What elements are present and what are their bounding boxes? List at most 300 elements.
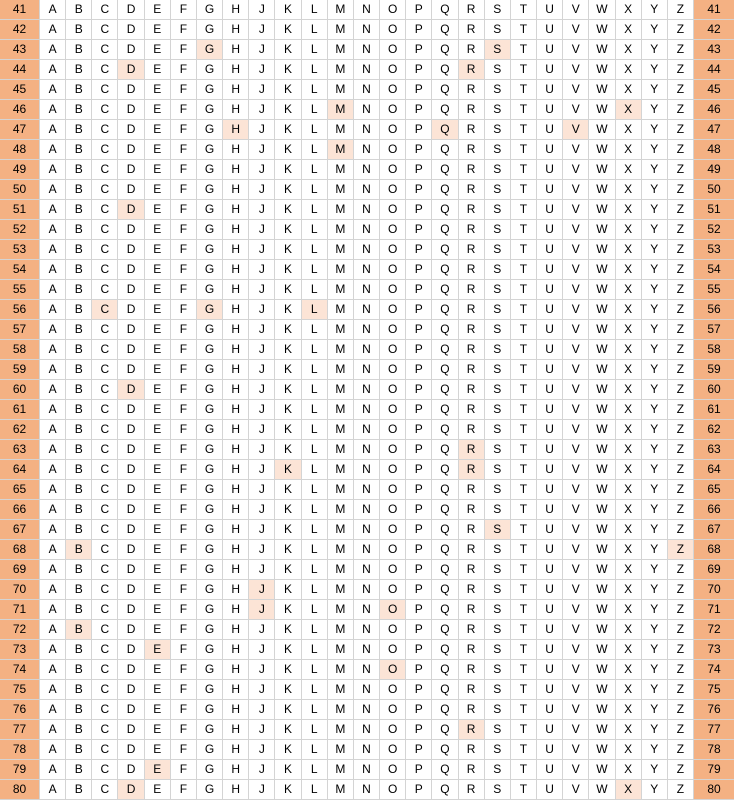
cell-t[interactable]: T	[511, 340, 537, 359]
cell-a[interactable]: A	[40, 680, 66, 699]
cell-o[interactable]: O	[380, 760, 406, 779]
cell-n[interactable]: N	[354, 240, 380, 259]
cell-u[interactable]: U	[537, 300, 563, 319]
cell-v[interactable]: V	[563, 180, 589, 199]
cell-h[interactable]: H	[223, 580, 249, 599]
cell-v[interactable]: V	[563, 500, 589, 519]
cell-u[interactable]: U	[537, 180, 563, 199]
cell-u[interactable]: U	[537, 260, 563, 279]
cell-j[interactable]: J	[249, 720, 275, 739]
row-number-left[interactable]: 67	[0, 520, 40, 539]
cell-w[interactable]: W	[589, 560, 615, 579]
cell-g[interactable]: G	[197, 120, 223, 139]
cell-x[interactable]: X	[616, 60, 642, 79]
cell-r[interactable]: R	[459, 320, 485, 339]
cell-a[interactable]: A	[40, 420, 66, 439]
cell-q[interactable]: Q	[432, 640, 458, 659]
cell-p[interactable]: P	[406, 340, 432, 359]
cell-f[interactable]: F	[171, 460, 197, 479]
cell-z[interactable]: Z	[668, 540, 694, 559]
cell-a[interactable]: A	[40, 560, 66, 579]
cell-l[interactable]: L	[302, 460, 328, 479]
cell-b[interactable]: B	[66, 400, 92, 419]
cell-x[interactable]: X	[616, 140, 642, 159]
row-number-left[interactable]: 52	[0, 220, 40, 239]
cell-x[interactable]: X	[616, 240, 642, 259]
row-number-left[interactable]: 79	[0, 760, 40, 779]
cell-b[interactable]: B	[66, 700, 92, 719]
cell-q[interactable]: Q	[432, 260, 458, 279]
cell-j[interactable]: J	[249, 780, 275, 799]
cell-k[interactable]: K	[275, 20, 301, 39]
cell-y[interactable]: Y	[642, 600, 668, 619]
cell-g[interactable]: G	[197, 60, 223, 79]
cell-y[interactable]: Y	[642, 120, 668, 139]
row-number-left[interactable]: 78	[0, 740, 40, 759]
cell-y[interactable]: Y	[642, 380, 668, 399]
cell-w[interactable]: W	[589, 520, 615, 539]
cell-d[interactable]: D	[118, 160, 144, 179]
cell-b[interactable]: B	[66, 540, 92, 559]
row-number-right[interactable]: 80	[694, 780, 734, 799]
cell-g[interactable]: G	[197, 420, 223, 439]
cell-x[interactable]: X	[616, 620, 642, 639]
row-number-right[interactable]: 57	[694, 320, 734, 339]
cell-t[interactable]: T	[511, 500, 537, 519]
cell-v[interactable]: V	[563, 460, 589, 479]
cell-h[interactable]: H	[223, 560, 249, 579]
cell-w[interactable]: W	[589, 200, 615, 219]
cell-v[interactable]: V	[563, 200, 589, 219]
cell-u[interactable]: U	[537, 240, 563, 259]
cell-z[interactable]: Z	[668, 140, 694, 159]
cell-w[interactable]: W	[589, 400, 615, 419]
cell-e[interactable]: E	[145, 740, 171, 759]
cell-s[interactable]: S	[485, 380, 511, 399]
cell-j[interactable]: J	[249, 100, 275, 119]
cell-k[interactable]: K	[275, 480, 301, 499]
cell-x[interactable]: X	[616, 220, 642, 239]
cell-h[interactable]: H	[223, 160, 249, 179]
cell-p[interactable]: P	[406, 0, 432, 19]
cell-h[interactable]: H	[223, 520, 249, 539]
cell-q[interactable]: Q	[432, 0, 458, 19]
cell-b[interactable]: B	[66, 480, 92, 499]
cell-c[interactable]: C	[92, 200, 118, 219]
cell-g[interactable]: G	[197, 600, 223, 619]
cell-j[interactable]: J	[249, 640, 275, 659]
cell-y[interactable]: Y	[642, 720, 668, 739]
cell-z[interactable]: Z	[668, 480, 694, 499]
row-number-left[interactable]: 62	[0, 420, 40, 439]
row-number-right[interactable]: 78	[694, 740, 734, 759]
cell-s[interactable]: S	[485, 460, 511, 479]
cell-y[interactable]: Y	[642, 60, 668, 79]
row-number-left[interactable]: 42	[0, 20, 40, 39]
cell-a[interactable]: A	[40, 720, 66, 739]
cell-n[interactable]: N	[354, 220, 380, 239]
cell-l[interactable]: L	[302, 40, 328, 59]
cell-q[interactable]: Q	[432, 520, 458, 539]
cell-m[interactable]: M	[328, 0, 354, 19]
cell-s[interactable]: S	[485, 200, 511, 219]
cell-j[interactable]: J	[249, 240, 275, 259]
row-number-right[interactable]: 65	[694, 480, 734, 499]
cell-z[interactable]: Z	[668, 640, 694, 659]
cell-h[interactable]: H	[223, 460, 249, 479]
cell-a[interactable]: A	[40, 700, 66, 719]
cell-d[interactable]: D	[118, 720, 144, 739]
cell-k[interactable]: K	[275, 200, 301, 219]
cell-e[interactable]: E	[145, 440, 171, 459]
cell-g[interactable]: G	[197, 460, 223, 479]
cell-q[interactable]: Q	[432, 20, 458, 39]
cell-v[interactable]: V	[563, 20, 589, 39]
cell-x[interactable]: X	[616, 540, 642, 559]
cell-o[interactable]: O	[380, 160, 406, 179]
cell-b[interactable]: B	[66, 280, 92, 299]
cell-h[interactable]: H	[223, 20, 249, 39]
cell-w[interactable]: W	[589, 60, 615, 79]
cell-n[interactable]: N	[354, 100, 380, 119]
cell-p[interactable]: P	[406, 480, 432, 499]
row-number-right[interactable]: 67	[694, 520, 734, 539]
cell-w[interactable]: W	[589, 100, 615, 119]
cell-o[interactable]: O	[380, 40, 406, 59]
cell-n[interactable]: N	[354, 640, 380, 659]
cell-s[interactable]: S	[485, 760, 511, 779]
cell-t[interactable]: T	[511, 140, 537, 159]
cell-x[interactable]: X	[616, 180, 642, 199]
cell-f[interactable]: F	[171, 200, 197, 219]
cell-z[interactable]: Z	[668, 320, 694, 339]
cell-f[interactable]: F	[171, 180, 197, 199]
cell-k[interactable]: K	[275, 460, 301, 479]
cell-e[interactable]: E	[145, 640, 171, 659]
cell-z[interactable]: Z	[668, 760, 694, 779]
cell-e[interactable]: E	[145, 0, 171, 19]
cell-u[interactable]: U	[537, 720, 563, 739]
cell-d[interactable]: D	[118, 20, 144, 39]
cell-g[interactable]: G	[197, 680, 223, 699]
cell-g[interactable]: G	[197, 640, 223, 659]
row-number-left[interactable]: 54	[0, 260, 40, 279]
cell-h[interactable]: H	[223, 280, 249, 299]
row-number-left[interactable]: 70	[0, 580, 40, 599]
row-number-left[interactable]: 63	[0, 440, 40, 459]
cell-r[interactable]: R	[459, 680, 485, 699]
cell-u[interactable]: U	[537, 700, 563, 719]
cell-j[interactable]: J	[249, 400, 275, 419]
cell-v[interactable]: V	[563, 160, 589, 179]
cell-v[interactable]: V	[563, 480, 589, 499]
cell-a[interactable]: A	[40, 160, 66, 179]
row-number-left[interactable]: 41	[0, 0, 40, 19]
row-number-right[interactable]: 44	[694, 60, 734, 79]
cell-e[interactable]: E	[145, 700, 171, 719]
cell-r[interactable]: R	[459, 280, 485, 299]
cell-b[interactable]: B	[66, 600, 92, 619]
row-number-right[interactable]: 63	[694, 440, 734, 459]
cell-c[interactable]: C	[92, 0, 118, 19]
cell-v[interactable]: V	[563, 80, 589, 99]
cell-l[interactable]: L	[302, 120, 328, 139]
cell-x[interactable]: X	[616, 120, 642, 139]
cell-t[interactable]: T	[511, 620, 537, 639]
cell-p[interactable]: P	[406, 180, 432, 199]
cell-g[interactable]: G	[197, 760, 223, 779]
cell-e[interactable]: E	[145, 180, 171, 199]
cell-r[interactable]: R	[459, 20, 485, 39]
cell-t[interactable]: T	[511, 280, 537, 299]
cell-n[interactable]: N	[354, 460, 380, 479]
cell-a[interactable]: A	[40, 660, 66, 679]
cell-x[interactable]: X	[616, 460, 642, 479]
cell-y[interactable]: Y	[642, 140, 668, 159]
cell-h[interactable]: H	[223, 620, 249, 639]
row-number-right[interactable]: 47	[694, 120, 734, 139]
cell-k[interactable]: K	[275, 360, 301, 379]
cell-e[interactable]: E	[145, 600, 171, 619]
row-number-right[interactable]: 50	[694, 180, 734, 199]
cell-y[interactable]: Y	[642, 620, 668, 639]
cell-o[interactable]: O	[380, 540, 406, 559]
cell-r[interactable]: R	[459, 380, 485, 399]
cell-j[interactable]: J	[249, 560, 275, 579]
cell-n[interactable]: N	[354, 380, 380, 399]
cell-o[interactable]: O	[380, 380, 406, 399]
cell-n[interactable]: N	[354, 320, 380, 339]
cell-r[interactable]: R	[459, 240, 485, 259]
cell-b[interactable]: B	[66, 180, 92, 199]
cell-e[interactable]: E	[145, 160, 171, 179]
row-number-right[interactable]: 56	[694, 300, 734, 319]
cell-l[interactable]: L	[302, 400, 328, 419]
cell-v[interactable]: V	[563, 320, 589, 339]
cell-b[interactable]: B	[66, 300, 92, 319]
row-number-right[interactable]: 58	[694, 340, 734, 359]
cell-u[interactable]: U	[537, 160, 563, 179]
cell-p[interactable]: P	[406, 380, 432, 399]
cell-b[interactable]: B	[66, 200, 92, 219]
cell-n[interactable]: N	[354, 700, 380, 719]
cell-l[interactable]: L	[302, 420, 328, 439]
cell-v[interactable]: V	[563, 260, 589, 279]
cell-q[interactable]: Q	[432, 160, 458, 179]
cell-k[interactable]: K	[275, 280, 301, 299]
cell-s[interactable]: S	[485, 0, 511, 19]
row-number-right[interactable]: 48	[694, 140, 734, 159]
cell-b[interactable]: B	[66, 420, 92, 439]
cell-d[interactable]: D	[118, 680, 144, 699]
cell-k[interactable]: K	[275, 40, 301, 59]
cell-c[interactable]: C	[92, 620, 118, 639]
cell-r[interactable]: R	[459, 640, 485, 659]
cell-c[interactable]: C	[92, 140, 118, 159]
cell-m[interactable]: M	[328, 760, 354, 779]
cell-q[interactable]: Q	[432, 560, 458, 579]
cell-k[interactable]: K	[275, 660, 301, 679]
cell-x[interactable]: X	[616, 100, 642, 119]
cell-q[interactable]: Q	[432, 360, 458, 379]
cell-o[interactable]: O	[380, 700, 406, 719]
cell-n[interactable]: N	[354, 400, 380, 419]
cell-c[interactable]: C	[92, 100, 118, 119]
cell-l[interactable]: L	[302, 440, 328, 459]
cell-x[interactable]: X	[616, 580, 642, 599]
row-number-left[interactable]: 57	[0, 320, 40, 339]
cell-o[interactable]: O	[380, 60, 406, 79]
cell-y[interactable]: Y	[642, 520, 668, 539]
cell-s[interactable]: S	[485, 660, 511, 679]
cell-t[interactable]: T	[511, 520, 537, 539]
cell-r[interactable]: R	[459, 420, 485, 439]
cell-v[interactable]: V	[563, 780, 589, 799]
cell-h[interactable]: H	[223, 680, 249, 699]
cell-h[interactable]: H	[223, 340, 249, 359]
cell-f[interactable]: F	[171, 520, 197, 539]
cell-u[interactable]: U	[537, 560, 563, 579]
cell-l[interactable]: L	[302, 60, 328, 79]
cell-c[interactable]: C	[92, 220, 118, 239]
cell-c[interactable]: C	[92, 240, 118, 259]
cell-o[interactable]: O	[380, 440, 406, 459]
cell-p[interactable]: P	[406, 80, 432, 99]
cell-z[interactable]: Z	[668, 780, 694, 799]
cell-r[interactable]: R	[459, 40, 485, 59]
cell-z[interactable]: Z	[668, 740, 694, 759]
cell-m[interactable]: M	[328, 620, 354, 639]
row-number-left[interactable]: 61	[0, 400, 40, 419]
cell-y[interactable]: Y	[642, 740, 668, 759]
cell-g[interactable]: G	[197, 780, 223, 799]
cell-x[interactable]: X	[616, 260, 642, 279]
cell-l[interactable]: L	[302, 140, 328, 159]
cell-f[interactable]: F	[171, 140, 197, 159]
cell-u[interactable]: U	[537, 0, 563, 19]
cell-c[interactable]: C	[92, 640, 118, 659]
cell-h[interactable]: H	[223, 320, 249, 339]
cell-j[interactable]: J	[249, 220, 275, 239]
cell-f[interactable]: F	[171, 600, 197, 619]
cell-v[interactable]: V	[563, 120, 589, 139]
cell-u[interactable]: U	[537, 20, 563, 39]
cell-q[interactable]: Q	[432, 500, 458, 519]
cell-e[interactable]: E	[145, 280, 171, 299]
cell-j[interactable]: J	[249, 600, 275, 619]
cell-b[interactable]: B	[66, 140, 92, 159]
cell-g[interactable]: G	[197, 280, 223, 299]
cell-a[interactable]: A	[40, 640, 66, 659]
cell-c[interactable]: C	[92, 160, 118, 179]
cell-e[interactable]: E	[145, 720, 171, 739]
cell-e[interactable]: E	[145, 400, 171, 419]
cell-d[interactable]: D	[118, 400, 144, 419]
cell-f[interactable]: F	[171, 760, 197, 779]
cell-j[interactable]: J	[249, 420, 275, 439]
cell-v[interactable]: V	[563, 720, 589, 739]
cell-a[interactable]: A	[40, 600, 66, 619]
cell-v[interactable]: V	[563, 580, 589, 599]
row-number-left[interactable]: 60	[0, 380, 40, 399]
cell-m[interactable]: M	[328, 140, 354, 159]
cell-k[interactable]: K	[275, 300, 301, 319]
cell-w[interactable]: W	[589, 660, 615, 679]
cell-w[interactable]: W	[589, 40, 615, 59]
cell-e[interactable]: E	[145, 200, 171, 219]
cell-s[interactable]: S	[485, 220, 511, 239]
cell-o[interactable]: O	[380, 260, 406, 279]
cell-a[interactable]: A	[40, 100, 66, 119]
cell-d[interactable]: D	[118, 200, 144, 219]
cell-y[interactable]: Y	[642, 480, 668, 499]
cell-y[interactable]: Y	[642, 640, 668, 659]
cell-h[interactable]: H	[223, 60, 249, 79]
cell-n[interactable]: N	[354, 520, 380, 539]
cell-f[interactable]: F	[171, 60, 197, 79]
cell-l[interactable]: L	[302, 160, 328, 179]
cell-s[interactable]: S	[485, 160, 511, 179]
cell-n[interactable]: N	[354, 120, 380, 139]
cell-a[interactable]: A	[40, 400, 66, 419]
cell-d[interactable]: D	[118, 320, 144, 339]
cell-h[interactable]: H	[223, 500, 249, 519]
cell-y[interactable]: Y	[642, 500, 668, 519]
cell-b[interactable]: B	[66, 380, 92, 399]
cell-m[interactable]: M	[328, 480, 354, 499]
cell-t[interactable]: T	[511, 460, 537, 479]
cell-s[interactable]: S	[485, 420, 511, 439]
row-number-right[interactable]: 49	[694, 160, 734, 179]
cell-p[interactable]: P	[406, 20, 432, 39]
cell-g[interactable]: G	[197, 720, 223, 739]
cell-a[interactable]: A	[40, 260, 66, 279]
cell-q[interactable]: Q	[432, 180, 458, 199]
cell-k[interactable]: K	[275, 540, 301, 559]
cell-e[interactable]: E	[145, 620, 171, 639]
cell-w[interactable]: W	[589, 120, 615, 139]
cell-g[interactable]: G	[197, 520, 223, 539]
cell-q[interactable]: Q	[432, 720, 458, 739]
cell-a[interactable]: A	[40, 440, 66, 459]
cell-g[interactable]: G	[197, 380, 223, 399]
row-number-right[interactable]: 53	[694, 240, 734, 259]
cell-t[interactable]: T	[511, 120, 537, 139]
cell-h[interactable]: H	[223, 40, 249, 59]
cell-l[interactable]: L	[302, 660, 328, 679]
cell-l[interactable]: L	[302, 560, 328, 579]
cell-p[interactable]: P	[406, 640, 432, 659]
cell-l[interactable]: L	[302, 300, 328, 319]
cell-w[interactable]: W	[589, 440, 615, 459]
cell-e[interactable]: E	[145, 80, 171, 99]
cell-o[interactable]: O	[380, 300, 406, 319]
cell-h[interactable]: H	[223, 480, 249, 499]
cell-v[interactable]: V	[563, 740, 589, 759]
cell-t[interactable]: T	[511, 180, 537, 199]
cell-c[interactable]: C	[92, 280, 118, 299]
cell-g[interactable]: G	[197, 80, 223, 99]
cell-d[interactable]: D	[118, 760, 144, 779]
cell-s[interactable]: S	[485, 580, 511, 599]
cell-r[interactable]: R	[459, 780, 485, 799]
cell-p[interactable]: P	[406, 260, 432, 279]
row-number-left[interactable]: 50	[0, 180, 40, 199]
cell-j[interactable]: J	[249, 200, 275, 219]
row-number-right[interactable]: 52	[694, 220, 734, 239]
cell-z[interactable]: Z	[668, 180, 694, 199]
cell-s[interactable]: S	[485, 120, 511, 139]
